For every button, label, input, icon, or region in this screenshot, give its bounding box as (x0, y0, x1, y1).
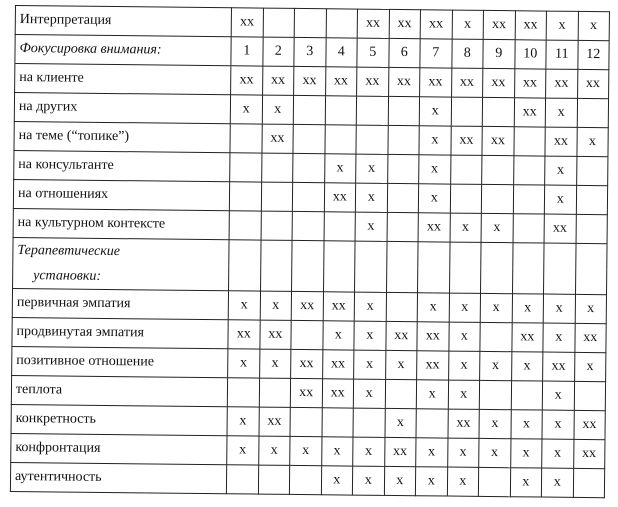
empty-cell (544, 269, 576, 295)
empty-cell (575, 269, 607, 295)
mark-cell: х (353, 379, 385, 408)
mark-cell (229, 182, 261, 211)
mark-cell: хх (483, 10, 515, 39)
mark-cell: хх (543, 352, 575, 381)
mark-cell: х (384, 408, 416, 437)
mark-cell (293, 153, 325, 182)
row-label: Интерпретация (15, 6, 231, 37)
mark-cell: х (228, 291, 260, 320)
mark-cell (356, 125, 388, 154)
mark-cell (481, 184, 513, 213)
row-label: на клиенте (15, 64, 231, 95)
empty-cell (512, 268, 544, 294)
mark-cell (292, 182, 324, 211)
mark-cell: хх (389, 9, 421, 38)
mark-cell (291, 320, 323, 349)
mark-cell (511, 381, 543, 410)
mark-cell: х (227, 436, 259, 465)
mark-cell: 2 (262, 37, 294, 66)
mark-cell: х (356, 154, 388, 183)
empty-cell (292, 266, 324, 292)
mark-cell (261, 153, 293, 182)
mark-cell: хх (261, 124, 293, 153)
mark-cell: хх (417, 322, 449, 351)
therapeutic-header-line2: установки: (13, 263, 229, 291)
empty-cell (481, 242, 513, 268)
mark-cell (451, 97, 483, 126)
mark-cell: 6 (388, 38, 420, 67)
mark-cell: х (447, 467, 479, 496)
mark-cell: х (322, 321, 354, 350)
mark-cell: х (541, 468, 573, 497)
mark-cell (226, 465, 258, 494)
row-label: позитивное отношение (12, 346, 228, 377)
empty-cell (386, 241, 418, 267)
row-label: на консультанте (14, 150, 230, 181)
mark-cell (259, 378, 291, 407)
mark-cell: 10 (514, 40, 546, 69)
mark-cell: х (419, 97, 451, 126)
mark-cell: хх (420, 68, 452, 97)
mark-cell: х (355, 183, 387, 212)
mark-cell: х (419, 126, 451, 155)
mark-cell: хх (291, 291, 323, 320)
mark-cell: 7 (420, 39, 452, 68)
mark-cell (321, 408, 353, 437)
row-label: на теме (“топике”) (14, 121, 230, 152)
row-label: первичная эмпатия (12, 288, 228, 319)
therapeutic-header-line1: Терапевтические (13, 237, 229, 265)
mark-cell: х (512, 294, 544, 323)
mark-cell (325, 96, 357, 125)
empty-cell (386, 267, 418, 293)
mark-cell: х (578, 11, 610, 40)
mark-cell: х (417, 293, 449, 322)
mark-cell: хх (324, 183, 356, 212)
mark-cell: хх (574, 323, 606, 352)
mark-cell: х (510, 439, 542, 468)
mark-cell (387, 125, 419, 154)
row-label: на отношениях (13, 179, 229, 210)
mark-cell: хх (577, 69, 609, 98)
mark-cell: х (262, 95, 294, 124)
row-label: конфронтация (11, 433, 227, 464)
mark-cell: х (355, 212, 387, 241)
mark-cell: хх (228, 320, 260, 349)
table-page (10, 5, 610, 498)
empty-cell (418, 242, 450, 268)
mark-cell: х (415, 467, 447, 496)
empty-cell (260, 266, 292, 292)
mark-cell: х (354, 350, 386, 379)
mark-cell: хх (323, 292, 355, 321)
empty-cell (355, 241, 387, 267)
mark-cell: хх (357, 67, 389, 96)
mark-cell (230, 153, 262, 182)
mark-cell: хх (291, 349, 323, 378)
mark-cell: хх (262, 66, 294, 95)
mark-cell (290, 407, 322, 436)
mark-cell: х (448, 322, 480, 351)
mark-cell: хх (357, 9, 389, 38)
mark-cell: хх (322, 350, 354, 379)
row-label: конкретность (11, 404, 227, 435)
mark-cell: х (543, 323, 575, 352)
mark-cell (261, 182, 293, 211)
mark-cell: х (418, 184, 450, 213)
mark-cell (230, 124, 262, 153)
empty-cell (355, 267, 387, 293)
table-row (10, 462, 604, 497)
mark-cell: хх (420, 10, 452, 39)
mark-cell (513, 185, 545, 214)
row-label: аутентичность (10, 462, 226, 493)
mark-cell (479, 380, 511, 409)
mark-cell (356, 96, 388, 125)
mark-cell: х (324, 154, 356, 183)
mark-cell (293, 124, 325, 153)
mark-cell: х (321, 437, 353, 466)
mark-cell: хх (290, 378, 322, 407)
mark-cell: хх (259, 320, 291, 349)
mark-cell: х (321, 466, 353, 495)
mark-cell (293, 95, 325, 124)
mark-cell: хх (258, 407, 290, 436)
mark-cell: х (419, 155, 451, 184)
row-label: на других (14, 93, 230, 124)
mark-cell: хх (325, 67, 357, 96)
mark-cell: 5 (357, 38, 389, 67)
mark-cell (326, 9, 358, 38)
empty-cell (260, 240, 292, 266)
mark-cell: х (354, 321, 386, 350)
mark-cell: х (384, 466, 416, 495)
mark-cell (480, 322, 512, 351)
empty-cell (575, 243, 607, 269)
mark-cell: х (479, 409, 511, 438)
mark-cell (294, 8, 326, 37)
mark-cell: х (546, 11, 578, 40)
mark-cell: хх (447, 409, 479, 438)
mark-cell: х (290, 436, 322, 465)
mark-cell: х (480, 293, 512, 322)
mark-cell: 11 (546, 40, 578, 69)
mark-cell (513, 156, 545, 185)
mark-cell (292, 211, 324, 240)
empty-cell (418, 267, 450, 293)
mark-cell: х (416, 438, 448, 467)
mark-cell (574, 381, 606, 410)
mark-cell: х (543, 294, 575, 323)
mark-cell (576, 214, 608, 243)
mark-cell: х (354, 292, 386, 321)
mark-cell: 9 (483, 39, 515, 68)
mark-cell (227, 378, 259, 407)
mark-cell: х (452, 10, 484, 39)
mark-cell: хх (514, 69, 546, 98)
mark-cell: х (545, 156, 577, 185)
empty-cell (481, 268, 513, 294)
empty-cell (449, 268, 481, 294)
mark-cell (261, 211, 293, 240)
empty-cell (229, 240, 261, 266)
mark-cell (388, 96, 420, 125)
mark-cell (576, 156, 608, 185)
mark-cell: хх (385, 321, 417, 350)
mark-cell (482, 97, 514, 126)
mark-cell (482, 155, 514, 184)
mark-cell: хх (511, 323, 543, 352)
mark-cell: х (544, 185, 576, 214)
mark-cell: хх (573, 410, 605, 439)
assessment-table (10, 5, 610, 498)
empty-cell (292, 240, 324, 266)
mark-cell (353, 408, 385, 437)
mark-cell: х (576, 127, 608, 156)
row-label: на культурном контексте (13, 208, 229, 239)
row-label: теплота (11, 375, 227, 406)
mark-cell: хх (451, 68, 483, 97)
mark-cell: хх (545, 127, 577, 156)
mark-cell: х (228, 349, 260, 378)
mark-cell: х (448, 351, 480, 380)
mark-cell (577, 98, 609, 127)
mark-cell: х (230, 95, 262, 124)
empty-cell (323, 266, 355, 292)
mark-cell: х (545, 98, 577, 127)
mark-cell: хх (515, 11, 547, 40)
mark-cell: хх (322, 379, 354, 408)
mark-cell: хх (231, 66, 263, 95)
mark-cell: хх (294, 66, 326, 95)
mark-cell: х (542, 381, 574, 410)
mark-cell (289, 465, 321, 494)
mark-cell: 4 (325, 38, 357, 67)
mark-cell: х (448, 380, 480, 409)
empty-cell (544, 243, 576, 269)
mark-cell: хх (388, 67, 420, 96)
row-label: Фокусировка внимания: (15, 35, 231, 66)
mark-cell: хх (514, 98, 546, 127)
mark-cell (576, 185, 608, 214)
empty-cell (323, 241, 355, 267)
mark-cell: х (353, 437, 385, 466)
mark-cell (387, 212, 419, 241)
mark-cell: хх (482, 126, 514, 155)
mark-cell (513, 214, 545, 243)
mark-cell (478, 467, 510, 496)
mark-cell: х (480, 351, 512, 380)
mark-cell: 12 (577, 40, 609, 69)
mark-cell: х (574, 352, 606, 381)
mark-cell: х (259, 349, 291, 378)
mark-cell: 3 (294, 37, 326, 66)
empty-cell (449, 242, 481, 268)
mark-cell (263, 8, 295, 37)
mark-cell: хх (231, 8, 263, 37)
mark-cell: х (479, 438, 511, 467)
mark-cell: 1 (231, 37, 263, 66)
mark-cell: х (542, 410, 574, 439)
mark-cell: хх (483, 68, 515, 97)
mark-cell: хх (384, 437, 416, 466)
mark-cell: хх (546, 69, 578, 98)
empty-cell (229, 265, 261, 291)
mark-cell: х (450, 213, 482, 242)
mark-cell: хх (417, 351, 449, 380)
mark-cell (513, 127, 545, 156)
table-body (10, 6, 609, 498)
mark-cell: х (416, 380, 448, 409)
mark-cell: х (575, 294, 607, 323)
mark-cell: х (510, 410, 542, 439)
mark-cell: 8 (451, 39, 483, 68)
mark-cell: х (511, 352, 543, 381)
mark-cell: х (449, 293, 481, 322)
row-label: продвинутая эмпатия (12, 317, 228, 348)
mark-cell: х (447, 438, 479, 467)
mark-cell: хх (418, 213, 450, 242)
empty-cell (512, 243, 544, 269)
mark-cell: хх (544, 214, 576, 243)
mark-cell: х (542, 439, 574, 468)
mark-cell (573, 468, 605, 497)
mark-cell: х (510, 468, 542, 497)
mark-cell: х (385, 350, 417, 379)
mark-cell (450, 184, 482, 213)
mark-cell (385, 379, 417, 408)
mark-cell (258, 465, 290, 494)
mark-cell (229, 211, 261, 240)
mark-cell: х (352, 466, 384, 495)
mark-cell: х (481, 213, 513, 242)
mark-cell (450, 155, 482, 184)
mark-cell (386, 292, 418, 321)
mark-cell: хх (450, 126, 482, 155)
mark-cell: х (260, 291, 292, 320)
mark-cell: х (227, 407, 259, 436)
mark-cell: х (258, 436, 290, 465)
mark-cell (387, 183, 419, 212)
mark-cell (387, 154, 419, 183)
mark-cell (324, 212, 356, 241)
mark-cell (324, 125, 356, 154)
mark-cell (416, 409, 448, 438)
mark-cell: хх (573, 439, 605, 468)
